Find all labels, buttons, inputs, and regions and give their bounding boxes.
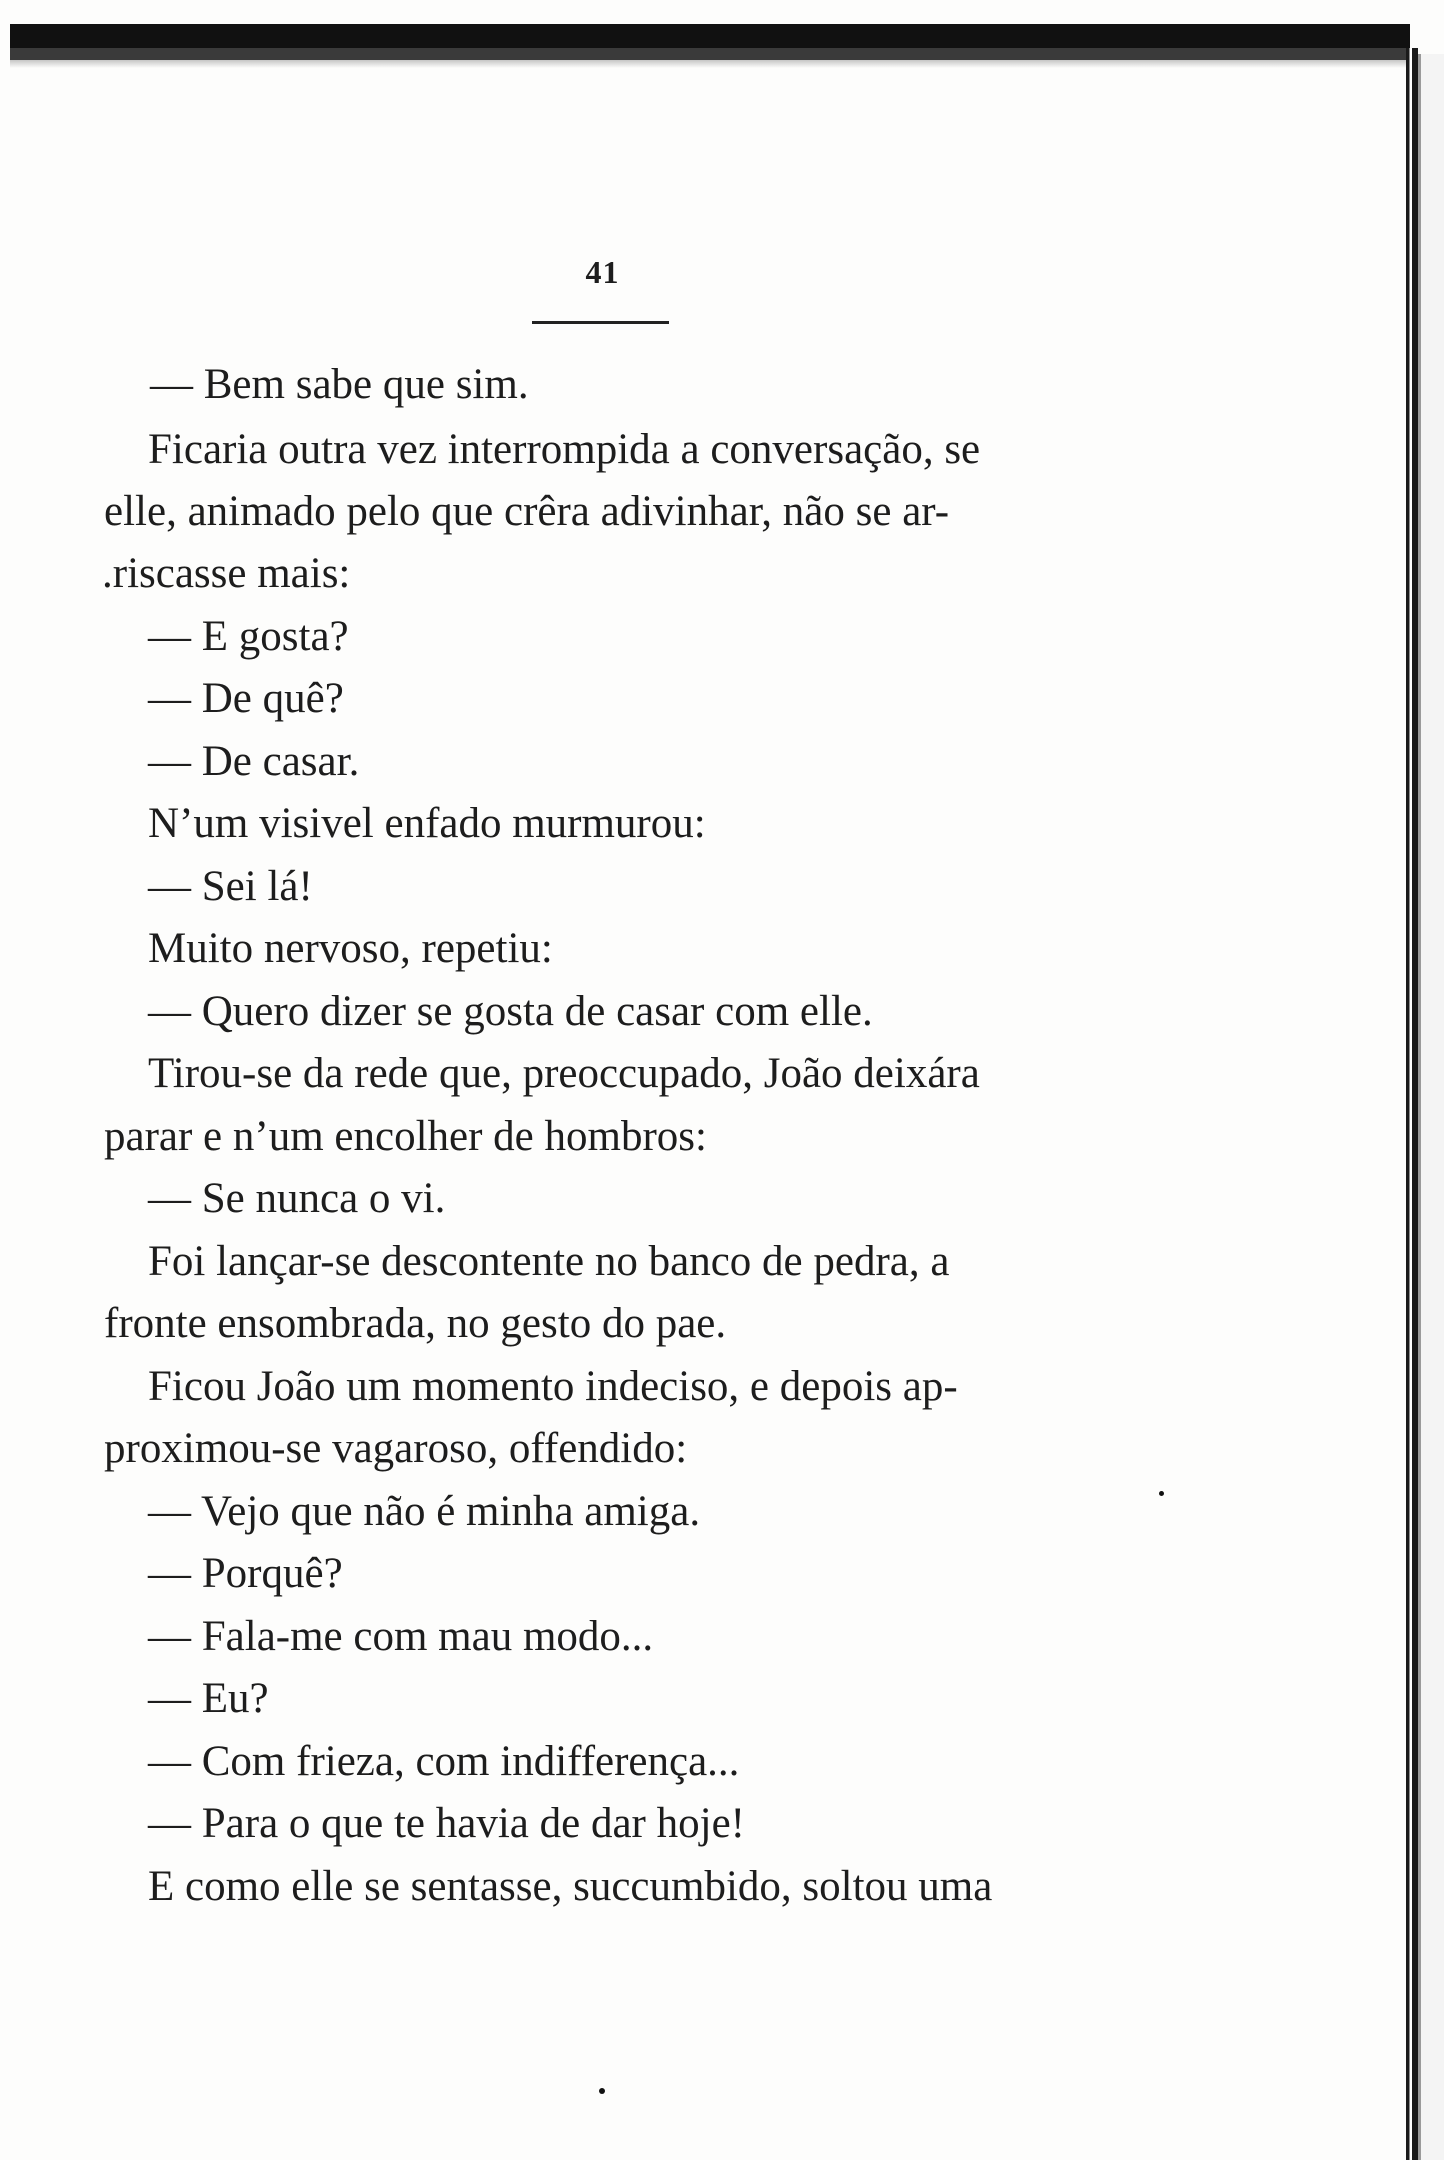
text-line-04: .riscasse mais: xyxy=(102,550,351,597)
page-number: 41 xyxy=(585,254,620,290)
text-line-23: — Com frieza, com indifferença... xyxy=(148,1738,740,1785)
text-line-19: — Vejo que não é minha amiga. xyxy=(148,1488,701,1535)
text-line-06: — De quê? xyxy=(148,675,344,722)
page-side-shadow xyxy=(1418,54,1444,2160)
ink-speck xyxy=(599,2088,605,2094)
text-line-13: parar e n’um encolher de hombros: xyxy=(104,1113,707,1160)
text-line-20: — Porquê? xyxy=(148,1550,343,1597)
text-line-01: — Bem sabe que sim. xyxy=(150,361,529,408)
scanned-right-edge xyxy=(1406,48,1418,2160)
page-number-rule xyxy=(532,321,669,324)
scanned-top-edge xyxy=(10,24,1410,60)
text-line-21: — Fala-me com mau modo... xyxy=(148,1613,654,1660)
text-line-24: — Para o que te havia de dar hoje! xyxy=(148,1800,745,1847)
text-line-14: — Se nunca o vi. xyxy=(148,1175,446,1222)
text-line-15: Foi lançar-se descontente no banco de pedra, a xyxy=(148,1238,950,1285)
text-line-17: Ficou João um momento indeciso, e depois ap- xyxy=(148,1363,958,1410)
text-line-25: E como elle se sentasse, succumbido, soltou uma xyxy=(148,1863,993,1910)
text-line-11: — Quero dizer se gosta de casar com elle. xyxy=(148,988,873,1035)
text-line-08: N’um visivel enfado murmurou: xyxy=(148,800,706,847)
text-line-02: Ficaria outra vez interrompida a conversação, se xyxy=(148,426,981,473)
text-line-09: — Sei lá! xyxy=(148,863,313,910)
text-line-12: Tirou-se da rede que, preoccupado, João deixára xyxy=(148,1050,980,1097)
text-line-16: fronte ensombrada, no gesto do pae. xyxy=(104,1300,727,1347)
text-line-03: elle, animado pelo que crêra adivinhar, não se ar- xyxy=(104,488,950,535)
text-line-18: proximou-se vagaroso, offendido: xyxy=(104,1425,688,1472)
ink-speck xyxy=(1159,1491,1164,1496)
text-line-07: — De casar. xyxy=(148,738,360,785)
text-line-05: — E gosta? xyxy=(148,613,349,660)
text-line-22: — Eu? xyxy=(148,1675,269,1722)
text-line-10: Muito nervoso, repetiu: xyxy=(148,925,553,972)
